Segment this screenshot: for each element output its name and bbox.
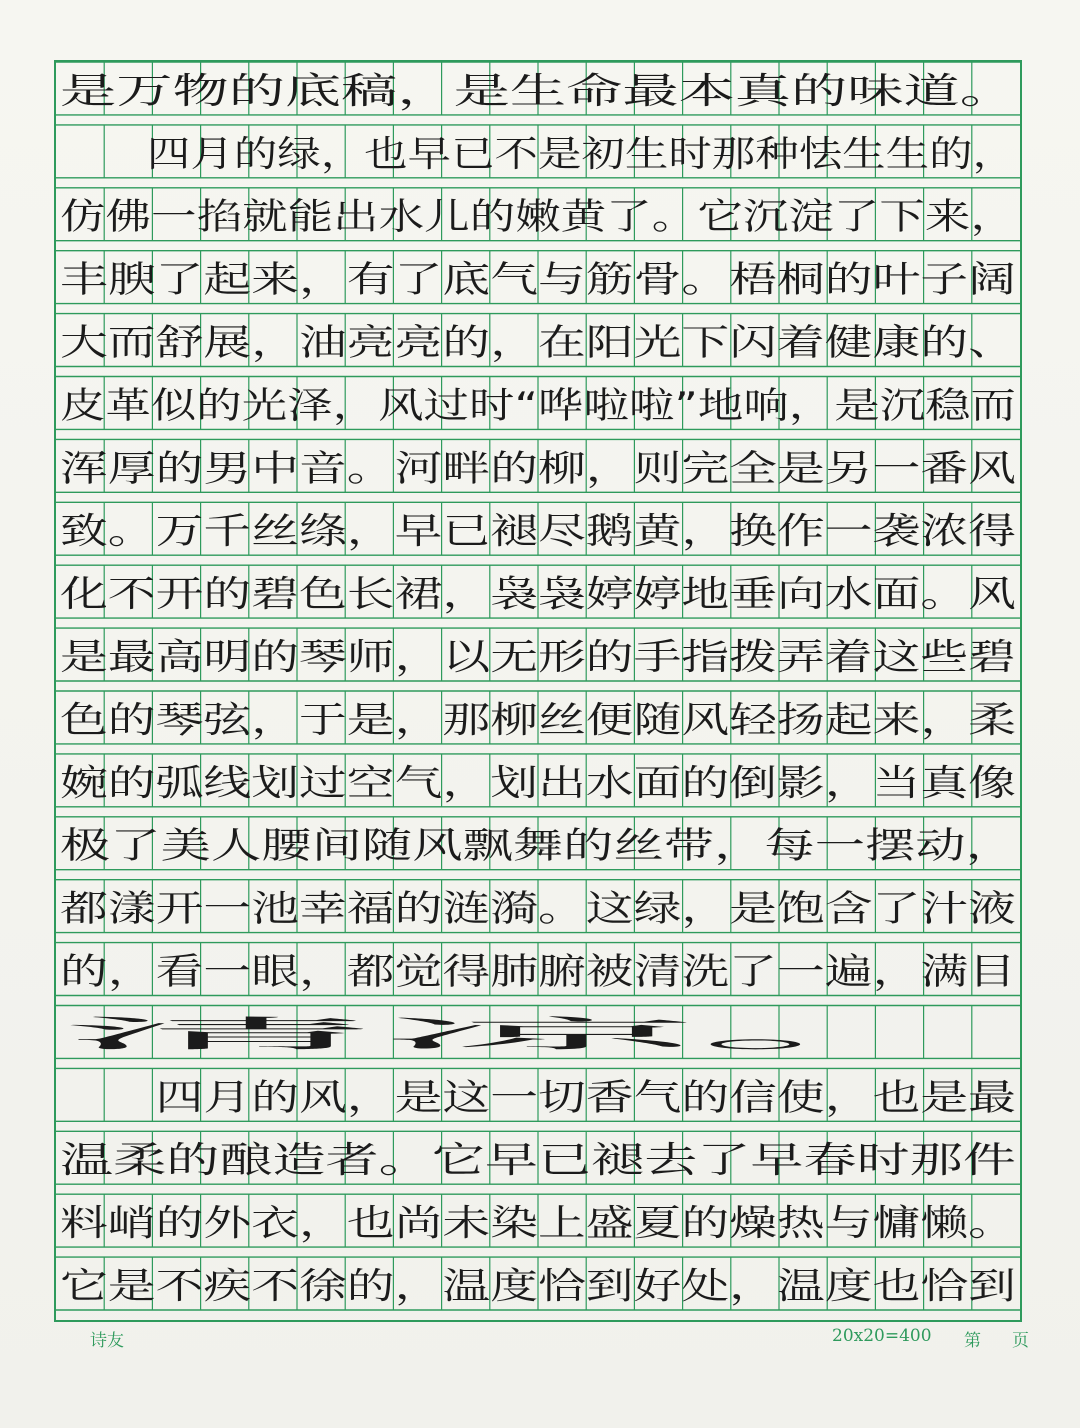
handwritten-line: 丰腴了起来，有了底气与筋骨。梧桐的叶子阔 (60, 259, 1017, 301)
handwritten-line: 仿佛一掐就能出水儿的嫩黄了。它沉淀了下来， (60, 196, 1016, 238)
handwritten-line: 它是不疾不徐的，温度恰到好处，温度也恰到 (60, 1266, 1017, 1307)
handwritten-line: 婉的弧线划过空气，划出水面的倒影，当真像 (60, 762, 1017, 804)
handwritten-line: 温柔的酿造者。它早已褪去了早春时那件 (60, 1140, 1016, 1182)
handwritten-line: 料峭的外衣，也尚未染上盛夏的燥热与慵懒。 (60, 1203, 1017, 1245)
grid-count-label: 20x20=400 (832, 1326, 932, 1346)
handwritten-line: 四月的绿，也早已不是初生时那种怯生生的， (60, 133, 1016, 175)
handwritten-line: 都漾开一池幸福的涟漪。这绿，是饱含了汁液 (60, 888, 1017, 930)
page-suffix-label: 页 (1012, 1331, 1029, 1351)
handwritten-line: 色的琴弦，于是，那柳丝便随风轻扬起来，柔 (60, 699, 1017, 741)
page-label: 第 (964, 1331, 981, 1351)
handwritten-line: 皮革似的光泽，风过时“哗啦啦”地响，是沉稳而 (60, 385, 1016, 427)
handwritten-line: 致。万千丝绦，早已褪尽鹅黄，换作一袭浓得 (60, 511, 1017, 553)
handwritten-line: 的，看一眼，都觉得肺腑被清洗了一遍，满目 (60, 951, 1017, 993)
handwritten-line: 是万物的底稿，是生命最本真的味道。 (60, 70, 1016, 112)
handwritten-line: 极了美人腰间随风飘舞的丝带，每一摆动， (60, 825, 1016, 867)
handwritten-line: 是最高明的琴师，以无形的手指拨弄着这些碧 (60, 637, 1017, 678)
handwritten-line: 大而舒展，油亮亮的，在阳光下闪着健康的、 (60, 322, 1017, 364)
handwritten-line: 四月的风，是这一切香气的信使，也是最 (60, 1077, 1017, 1119)
brand-label: 诗友 (90, 1331, 124, 1351)
handwritten-line: 浑厚的男中音。河畔的柳，则完全是另一番风 (60, 448, 1017, 490)
handwritten-line: 清凉。 (60, 1014, 1016, 1056)
handwritten-line: 化不开的碧色长裙，袅袅婷婷地垂向水面。风 (60, 574, 1017, 616)
